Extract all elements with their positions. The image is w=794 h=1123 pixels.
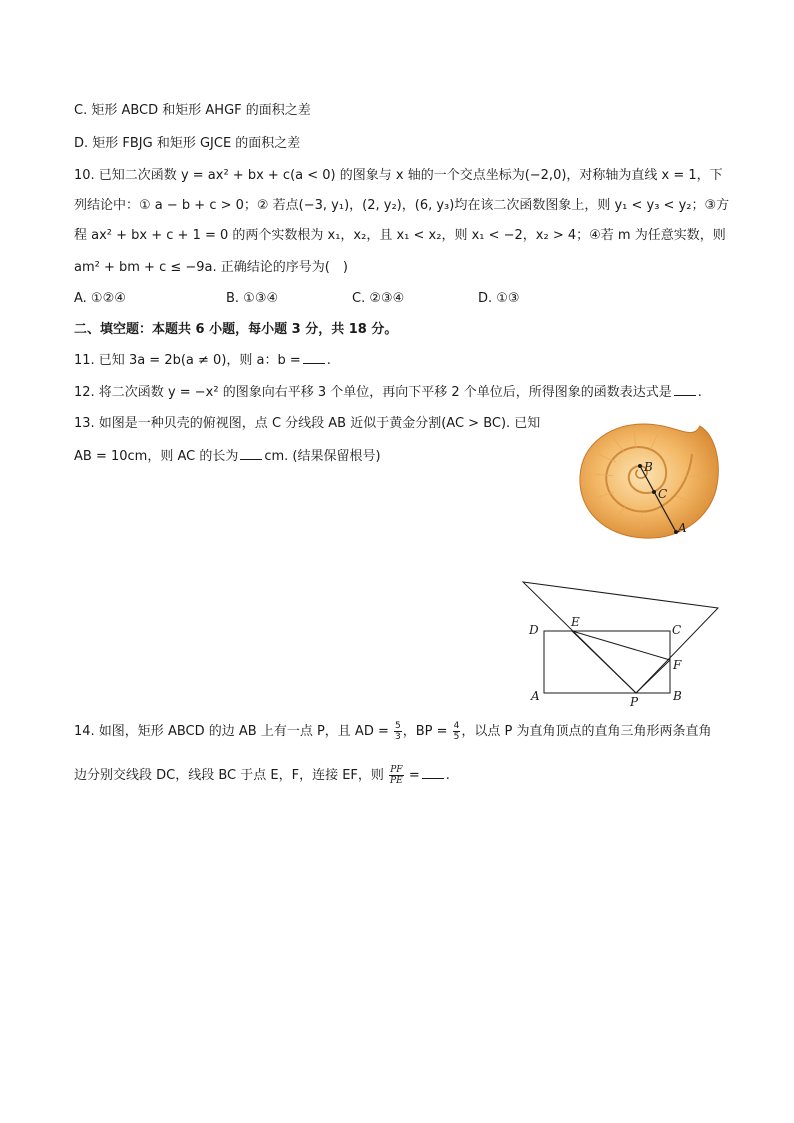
q14-answer-blank[interactable] bbox=[422, 765, 444, 779]
shell-body bbox=[580, 424, 718, 538]
q9-option-d: D. 矩形 FBJG 和矩形 GJCE 的面积之差 bbox=[74, 136, 301, 151]
q11-text: 11. 已知 3a = 2b(a ≠ 0)，则 a：b = bbox=[74, 353, 301, 368]
fraction-bp: $\frac{4}{5}$ bbox=[453, 721, 460, 742]
right-triangle bbox=[523, 582, 718, 693]
q11-line bbox=[74, 350, 331, 371]
shell-point-b bbox=[638, 464, 642, 468]
shell-figure bbox=[574, 414, 724, 542]
q10-option-d: D. ①③ bbox=[478, 291, 520, 306]
q13-line-2 bbox=[74, 446, 381, 467]
q11-end: . bbox=[326, 353, 331, 368]
label-f: F bbox=[673, 658, 682, 672]
q14-text-c: ，以点 P 为直角顶点的直角三角形两条直角 bbox=[461, 724, 712, 739]
q10-line-2: 列结论中：① a − b + c > 0；② 若点(−3, y₁)，(2, y₂)，(6, y₃)均在该二次函数图象上，则 y₁ < y₃ < y₂；③方 bbox=[74, 198, 730, 213]
q13-line-1: 13. 如图是一种贝壳的俯视图，点 C 分线段 AB 近似于黄金分割(AC > BC). 已知 bbox=[74, 416, 541, 431]
label-a: A bbox=[531, 689, 540, 703]
label-e: E bbox=[571, 615, 580, 629]
q10-line-3: 程 ax² + bx + c + 1 = 0 的两个实数根为 x₁，x₂，且 x₁ < x₂，则 x₁ < −2，x₂ > 4；④若 m 为任意实数，则 bbox=[74, 228, 726, 243]
shell-label-c: C bbox=[658, 487, 668, 501]
q14-end: . bbox=[445, 768, 450, 783]
shell-point-c bbox=[652, 490, 656, 494]
q13-text-b: cm. (结果保留根号) bbox=[264, 449, 381, 464]
fraction-pf-pe: $\frac{PF}{PE}$ bbox=[390, 765, 403, 786]
label-p: P bbox=[630, 695, 639, 708]
q12-end: . bbox=[697, 385, 702, 400]
q10-line-1: 10. 已知二次函数 y = ax² + bx + c(a < 0) 的图象与 x 轴的一个交点坐标为(−2,0)，对称轴为直线 x = 1，下 bbox=[74, 168, 723, 183]
q9-option-c: C. 矩形 ABCD 和矩形 AHGF 的面积之差 bbox=[74, 103, 311, 118]
q14-line-1 bbox=[74, 720, 712, 744]
fraction-ad: $\frac{5}{3}$ bbox=[395, 721, 401, 742]
q14-text-d: 边分别交线段 DC，线段 BC 于点 E，F，连接 EF，则 bbox=[74, 768, 384, 783]
q10-option-a: A. ①②④ bbox=[74, 291, 126, 306]
shell-label-a: A bbox=[678, 521, 687, 535]
q11-answer-blank[interactable] bbox=[303, 350, 325, 364]
q12-text: 12. 将二次函数 y = −x² 的图象向右平移 3 个单位，再向下平移 2 个单位后，所得图象的函数表达式是 bbox=[74, 385, 672, 400]
segment-pf bbox=[636, 660, 670, 693]
label-b: B bbox=[673, 689, 682, 703]
q12-line bbox=[74, 382, 702, 403]
q14-equals: = bbox=[408, 768, 420, 783]
q13-text-a: AB = 10cm，则 AC 的长为 bbox=[74, 449, 239, 464]
q10-line-4: am² + bm + c ≤ −9a. 正确结论的序号为( ) bbox=[74, 260, 348, 275]
label-c: C bbox=[672, 623, 682, 637]
q12-answer-blank[interactable] bbox=[674, 382, 696, 396]
rectangle-abcd bbox=[544, 631, 670, 693]
shell-label-b: B bbox=[644, 460, 653, 474]
q14-line-2 bbox=[74, 764, 450, 788]
section-header-fill-in: 二、填空题：本题共 6 小题，每小题 3 分，共 18 分。 bbox=[74, 322, 398, 337]
q10-option-b: B. ①③④ bbox=[226, 291, 279, 306]
q14-text-b: ，BP = bbox=[402, 724, 448, 739]
rectangle-figure bbox=[520, 576, 726, 708]
q13-answer-blank[interactable] bbox=[240, 446, 262, 460]
q10-option-c: C. ②③④ bbox=[352, 291, 405, 306]
q14-text-a: 14. 如图，矩形 ABCD 的边 AB 上有一点 P，且 AD = bbox=[74, 724, 389, 739]
label-d: D bbox=[529, 623, 539, 637]
